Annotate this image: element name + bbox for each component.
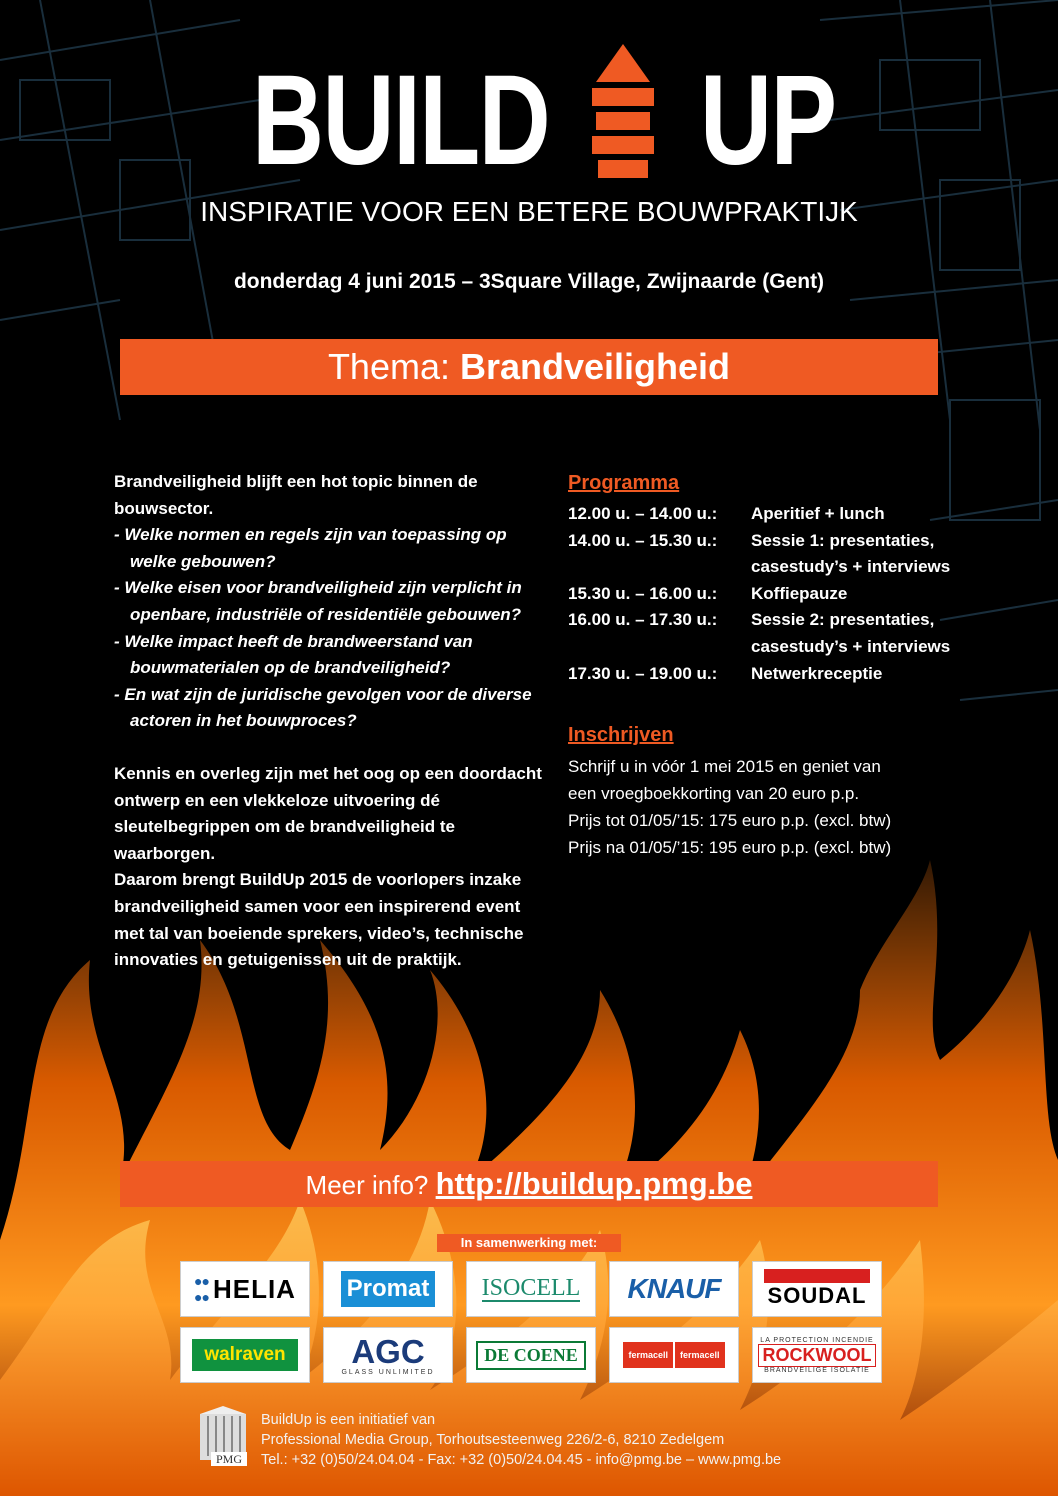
question-item: - Welke normen en regels zijn van toepassing op welke gebouwen?	[114, 525, 507, 571]
walraven-logo	[180, 1327, 310, 1383]
agc-text: AGC	[351, 1332, 425, 1370]
program-desc: Netwerkreceptie	[751, 663, 883, 683]
intro-column	[114, 469, 554, 974]
decoene-text: DE COENE	[476, 1341, 586, 1370]
program-row	[568, 581, 1008, 608]
program-row	[568, 661, 1008, 688]
registration-section	[568, 721, 1008, 861]
fermacell-text: fermacell	[675, 1342, 725, 1368]
inschrijven-title: Inschrijven	[568, 724, 674, 747]
more-info-banner	[120, 1161, 938, 1207]
program-desc: Aperitief + lunch	[751, 504, 885, 523]
footer-line: Professional Media Group, Torhoutsesteenweg 226/2-6, 8210 Zedelgem	[261, 1432, 725, 1448]
program-desc: Koffiepauze	[751, 583, 848, 603]
isocell-logo	[466, 1261, 596, 1317]
program-desc: Sessie 2: presentaties, casestudy’s + interviews	[751, 610, 951, 656]
rockwool-top-text: LA PROTECTION INCENDIE	[760, 1336, 874, 1344]
footer-line: Tel.: +32 (0)50/24.04.04 - Fax: +32 (0)50/24.04.45 - info@pmg.be – www.pmg.be	[261, 1452, 782, 1468]
registration-line: Schrijf u in vóór 1 mei 2015 en geniet van	[568, 757, 881, 777]
program-time: 15.30 u. – 16.00 u.:	[568, 583, 718, 603]
tagline: INSPIRATIE VOOR EEN BETERE BOUWPRAKTIJK	[200, 196, 858, 227]
intro-paragraph-2: Daarom brengt BuildUp 2015 de voorlopers inzake brandveiligheid samen voor een inspirerend event met tal van boeiende sprekers, video’s, technische innovaties en getuigenissen uit de praktijk.	[114, 870, 524, 970]
program-time: 16.00 u. – 17.30 u.:	[568, 610, 718, 630]
intro-paragraph-1: Kennis en overleg zijn met het oog op een doordacht ontwerp en een vlekkeloze uitvoering dé sleutelbegrippen om de brandveiligheid te waarborgen.	[114, 763, 542, 863]
promat-text: Promat	[341, 1271, 436, 1307]
more-info-label: Meer info?	[305, 1170, 436, 1200]
question-item: - Welke impact heeft de brandweerstand van bouwmaterialen op de brandveiligheid?	[114, 631, 473, 678]
theme-prefix: Thema:	[327, 346, 460, 387]
website-link[interactable]: http://buildup.pmg.be	[435, 1166, 753, 1201]
partners-label: In samenwerking met:	[437, 1234, 621, 1252]
helia-text: HELIA	[212, 1273, 296, 1304]
knauf-text: KNAUF	[627, 1273, 721, 1304]
program-time: 17.30 u. – 19.00 u.:	[568, 663, 718, 683]
program-row	[568, 607, 1008, 660]
brick-arrow-icon	[588, 44, 658, 178]
buildup-logo	[248, 44, 836, 192]
program-row	[568, 528, 1008, 581]
program-time: 14.00 u. – 15.30 u.:	[568, 530, 718, 550]
theme-banner	[120, 339, 938, 395]
logo-up-text: UP	[700, 49, 836, 192]
isocell-text: ISOCELL	[481, 1275, 581, 1301]
registration-line: een vroegboekkorting van 20 euro p.p.	[568, 784, 860, 804]
spacer	[114, 735, 554, 761]
decoene-logo	[466, 1327, 596, 1383]
question-list	[114, 522, 554, 735]
helia-logo	[180, 1261, 310, 1317]
soudal-text: SOUDAL	[767, 1283, 867, 1308]
rockwool-text: ROCKWOOL	[758, 1344, 877, 1367]
walraven-text: walraven	[192, 1339, 297, 1371]
helia-dots-icon: ●● ●●	[194, 1273, 209, 1305]
program-row	[568, 501, 1008, 528]
knauf-logo	[609, 1261, 739, 1317]
logo-build-text: BUILD	[252, 49, 550, 192]
footer	[261, 1410, 781, 1470]
event-date: donderdag 4 juni 2015 – 3Square Village, Zwijnaarde (Gent)	[233, 270, 825, 293]
program-time: 12.00 u. – 14.00 u.:	[568, 504, 718, 523]
agc-subtext: GLASS UNLIMITED	[341, 1368, 435, 1376]
registration-line: Prijs tot 01/05/’15: 175 euro p.p. (excl. btw)	[568, 811, 892, 831]
program-column	[568, 469, 1008, 861]
footer-line: BuildUp is een initiatief van	[261, 1412, 436, 1428]
pmg-logo-text: PMG	[211, 1452, 247, 1466]
question-item: - En wat zijn de juridische gevolgen voor de diverse actoren in het bouwproces?	[114, 684, 532, 731]
question-item: - Welke eisen voor brandveiligheid zijn verplicht in openbare, industriële of residentiële gebouwen?	[114, 578, 522, 624]
soudal-red-bar	[764, 1269, 870, 1283]
fermacell-logo	[609, 1327, 739, 1383]
soudal-logo	[752, 1261, 882, 1317]
rockwool-bottom-text: BRANDVEILIGE ISOLATIE	[764, 1366, 870, 1374]
program-desc: Sessie 1: presentaties, casestudy’s + interviews	[751, 530, 951, 577]
rockwool-logo	[752, 1327, 882, 1383]
theme-title: Brandveiligheid	[459, 346, 731, 387]
fermacell-pair	[622, 1342, 725, 1368]
promat-logo	[323, 1261, 453, 1317]
intro-lead: Brandveiligheid blijft een hot topic binnen de bouwsector.	[114, 472, 478, 518]
programma-title: Programma	[568, 472, 680, 494]
registration-line: Prijs na 01/05/’15: 195 euro p.p. (excl. btw)	[568, 838, 892, 858]
agc-logo	[323, 1327, 453, 1383]
fermacell-text: fermacell	[623, 1342, 673, 1368]
